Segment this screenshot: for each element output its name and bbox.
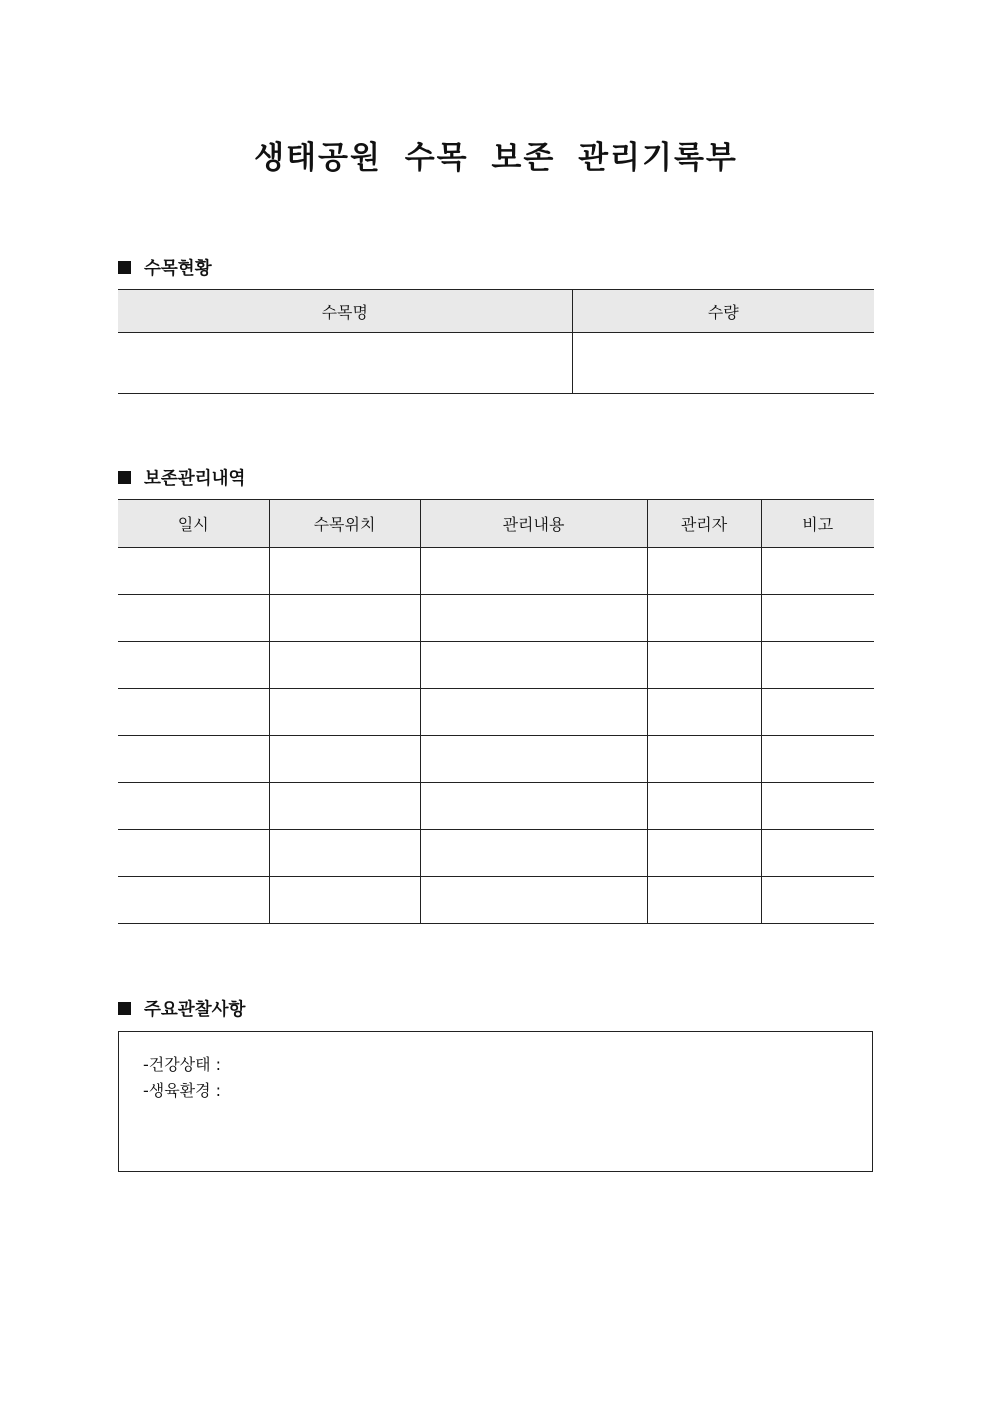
section-heading-observations: [118, 996, 245, 1021]
date-cell[interactable]: [118, 642, 269, 689]
manager-cell[interactable]: [647, 877, 761, 924]
table-row: [118, 877, 874, 924]
column-header-quantity: 수량: [572, 290, 874, 333]
manager-cell[interactable]: [647, 595, 761, 642]
health-status-line: -건강상태 :: [143, 1055, 222, 1074]
quantity-cell[interactable]: [572, 333, 874, 394]
date-cell[interactable]: [118, 689, 269, 736]
management-details-cell[interactable]: [420, 642, 647, 689]
column-header-remarks: 비고: [761, 500, 874, 548]
table-row: [118, 548, 874, 595]
table-row: [118, 333, 874, 394]
table-row: [118, 736, 874, 783]
black-square-icon: [118, 261, 131, 274]
remarks-cell[interactable]: [761, 595, 874, 642]
manager-cell[interactable]: [647, 830, 761, 877]
table-row: [118, 642, 874, 689]
management-details-cell[interactable]: [420, 783, 647, 830]
date-cell[interactable]: [118, 830, 269, 877]
column-header-tree-location: 수목위치: [269, 500, 420, 548]
tree-location-cell[interactable]: [269, 830, 420, 877]
manager-cell[interactable]: [647, 736, 761, 783]
section-heading-label: 보존관리내역: [144, 469, 246, 489]
manager-cell[interactable]: [647, 548, 761, 595]
management-record-table: [118, 499, 874, 924]
remarks-cell[interactable]: [761, 548, 874, 595]
tree-location-cell[interactable]: [269, 877, 420, 924]
tree-location-cell[interactable]: [269, 548, 420, 595]
growth-environment-line: -생육환경 :: [143, 1081, 222, 1100]
date-cell[interactable]: [118, 595, 269, 642]
remarks-cell[interactable]: [761, 830, 874, 877]
column-header-date: 일시: [118, 500, 269, 548]
date-cell[interactable]: [118, 548, 269, 595]
management-details-cell[interactable]: [420, 877, 647, 924]
tree-name-cell[interactable]: [118, 333, 572, 394]
tree-status-table: [118, 289, 874, 394]
tree-location-cell[interactable]: [269, 642, 420, 689]
table-row: [118, 595, 874, 642]
management-details-cell[interactable]: [420, 736, 647, 783]
observations-box[interactable]: [118, 1031, 873, 1172]
remarks-cell[interactable]: [761, 877, 874, 924]
page-title: 생태공원 수목 보존 관리기록부: [254, 140, 738, 176]
black-square-icon: [118, 1002, 131, 1015]
manager-cell[interactable]: [647, 783, 761, 830]
tree-location-cell[interactable]: [269, 736, 420, 783]
column-header-management-details: 관리내용: [420, 500, 647, 548]
section-heading-label: 주요관찰사항: [144, 1000, 246, 1020]
section-heading-management-record: [118, 465, 245, 490]
tree-location-cell[interactable]: [269, 689, 420, 736]
table-row: [118, 830, 874, 877]
remarks-cell[interactable]: [761, 689, 874, 736]
table-header-row: [118, 290, 874, 333]
manager-cell[interactable]: [647, 689, 761, 736]
remarks-cell[interactable]: [761, 736, 874, 783]
section-heading-tree-status: [118, 255, 212, 280]
date-cell[interactable]: [118, 736, 269, 783]
black-square-icon: [118, 471, 131, 484]
date-cell[interactable]: [118, 783, 269, 830]
management-details-cell[interactable]: [420, 548, 647, 595]
management-details-cell[interactable]: [420, 595, 647, 642]
management-details-cell[interactable]: [420, 689, 647, 736]
table-row: [118, 783, 874, 830]
table-row: [118, 689, 874, 736]
column-header-tree-name: 수목명: [118, 290, 572, 333]
remarks-cell[interactable]: [761, 783, 874, 830]
manager-cell[interactable]: [647, 642, 761, 689]
tree-location-cell[interactable]: [269, 595, 420, 642]
table-header-row: [118, 500, 874, 548]
section-heading-label: 수목현황: [144, 259, 212, 279]
management-details-cell[interactable]: [420, 830, 647, 877]
tree-location-cell[interactable]: [269, 783, 420, 830]
remarks-cell[interactable]: [761, 642, 874, 689]
column-header-manager: 관리자: [647, 500, 761, 548]
date-cell[interactable]: [118, 877, 269, 924]
